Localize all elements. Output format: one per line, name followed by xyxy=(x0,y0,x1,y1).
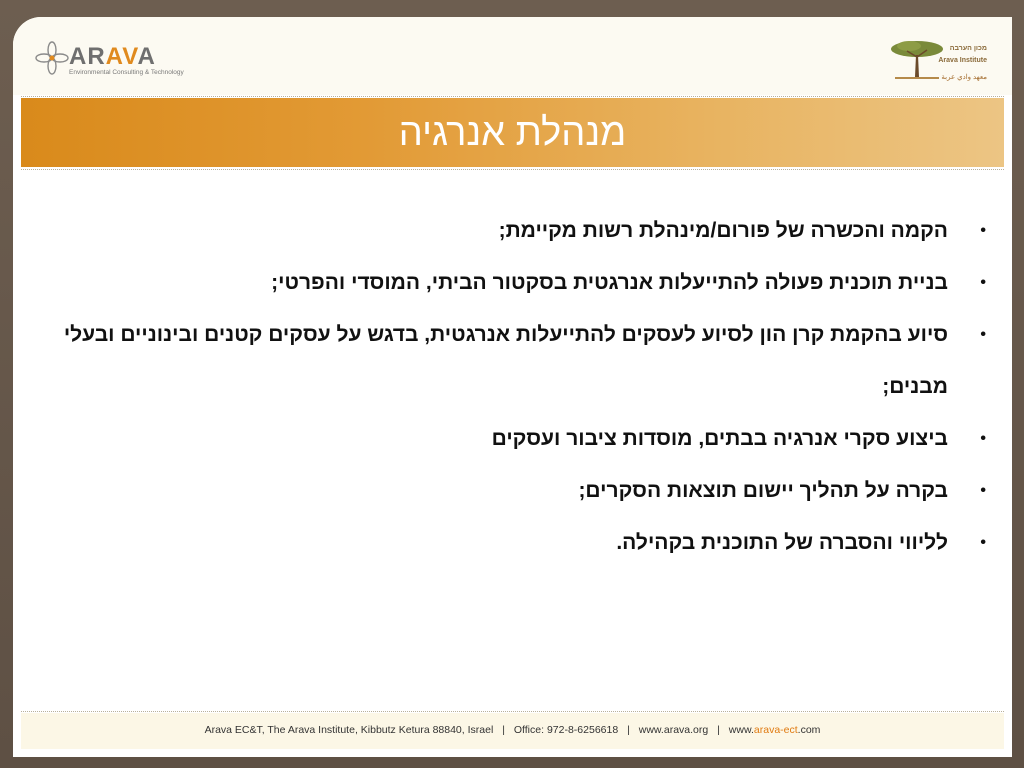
content-area xyxy=(53,205,988,569)
header-band xyxy=(13,17,1012,95)
institute-name-hebrew: מכון הערבה xyxy=(949,45,987,52)
bullet-list xyxy=(53,205,988,569)
footer-contact-line xyxy=(21,724,1004,736)
slide xyxy=(13,17,1012,757)
bullet-text: לליווי והסברה של התוכנית בקהילה. xyxy=(616,531,948,554)
bullet-text: הקמה והכשרה של פורום/מינהלת רשות מקיימת; xyxy=(498,219,948,242)
arava-wordmark: ARAVA xyxy=(69,43,156,70)
footer-separator: | xyxy=(502,724,505,736)
footer xyxy=(21,713,1004,749)
bullet-item xyxy=(53,413,988,465)
bullet-text: בניית תוכנית פעולה להתייעלות אנרגטית בסקטור הביתי, המוסדי והפרטי; xyxy=(271,271,948,294)
bullet-icon: • xyxy=(980,534,986,551)
bullet-item xyxy=(53,465,988,517)
arava-tagline: Environmental Consulting & Technology xyxy=(69,69,184,76)
bullet-icon: • xyxy=(980,326,986,343)
divider-footer xyxy=(21,711,1004,712)
institute-name-arabic: معهد وادي عربة xyxy=(941,74,987,81)
bullet-icon: • xyxy=(980,482,986,499)
footer-separator: | xyxy=(717,724,720,736)
acacia-tree-icon xyxy=(889,37,945,83)
arava-institute-logo xyxy=(889,35,999,99)
bullet-text: ביצוע סקרי אנרגיה בבתים, מוסדות ציבור ועסקים xyxy=(491,427,948,450)
bullet-item xyxy=(53,309,988,413)
arava-ect-logo xyxy=(35,41,184,81)
institute-name-english: Arava Institute xyxy=(938,57,987,64)
divider-under-title xyxy=(21,169,1004,170)
title-bar xyxy=(21,98,1004,167)
bullet-item xyxy=(53,205,988,257)
bullet-icon: • xyxy=(980,222,986,239)
slide-title: מנהלת אנרגיה xyxy=(398,112,627,154)
footer-link-arava-org[interactable]: www.arava.org xyxy=(638,724,709,736)
footer-separator: | xyxy=(627,724,630,736)
bullet-text: בקרה על תהליך יישום תוצאות הסקרים; xyxy=(578,479,948,502)
footer-org: Arava EC&T, The Arava Institute, xyxy=(204,724,358,736)
divider-top xyxy=(21,96,1004,97)
footer-office-phone: Office: 972-8-6256618 xyxy=(513,724,619,736)
bullet-text: סיוע בהקמת קרן הון לסיוע לעסקים להתייעלות אנרגטית, בדגש על עסקים קטנים ובינוניים ובעלי מבנים; xyxy=(63,323,948,398)
bullet-icon: • xyxy=(980,430,986,447)
arava-flower-icon xyxy=(35,41,69,75)
footer-link-arava-ect[interactable]: www.arava-ect.com xyxy=(728,724,821,736)
bullet-item xyxy=(53,257,988,309)
bullet-icon: • xyxy=(980,274,986,291)
bullet-item xyxy=(53,517,988,569)
footer-address: Kibbutz Ketura 88840, Israel xyxy=(360,724,494,736)
